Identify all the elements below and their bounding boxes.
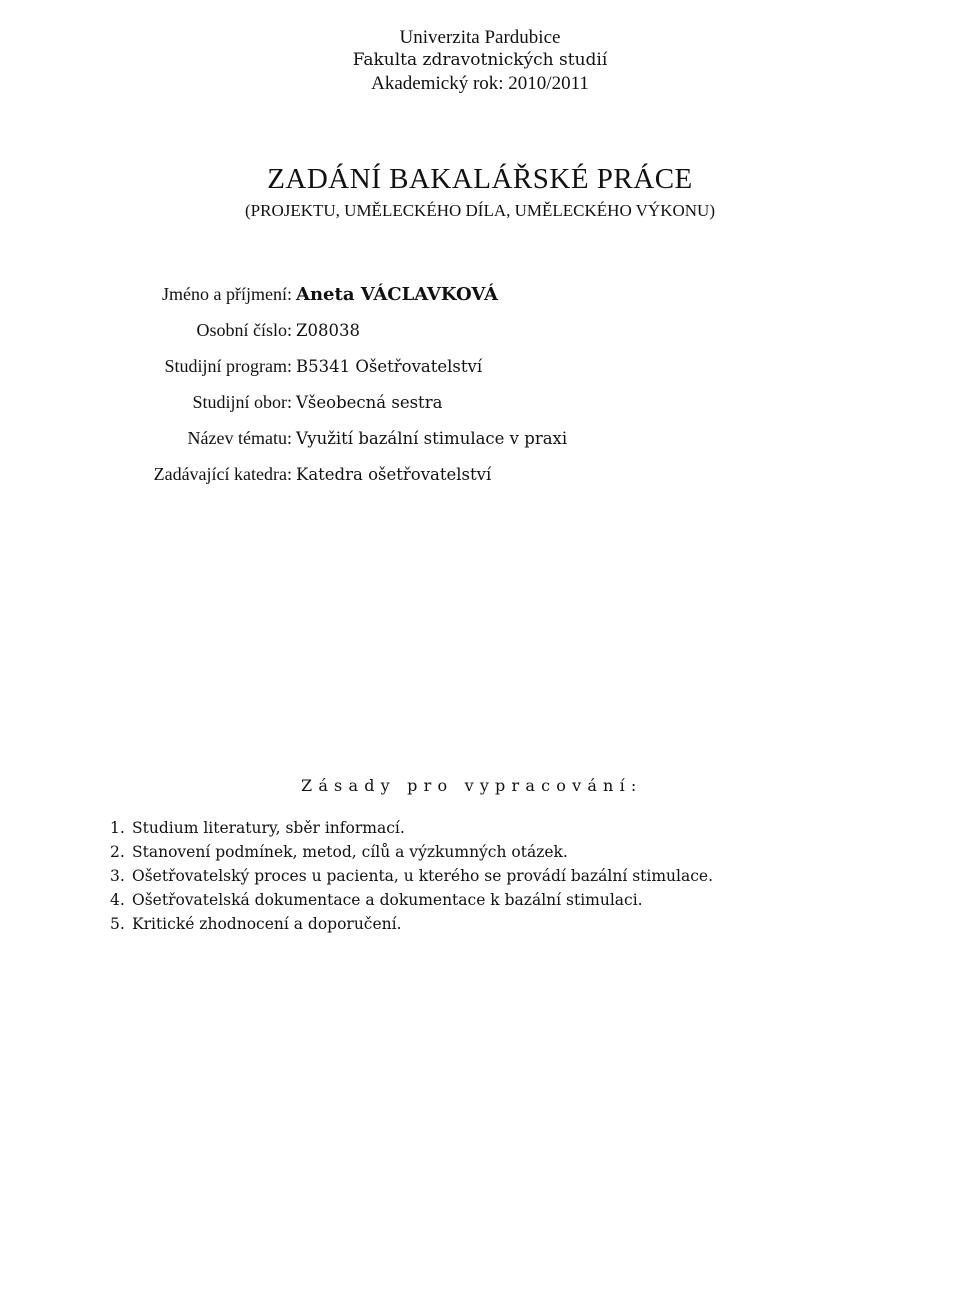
info-row-study-program (110, 348, 567, 384)
academic-year-label: Akademický rok: (371, 73, 504, 94)
info-label: Osobní číslo: (196, 319, 292, 340)
assigning-department: Katedra ošetřovatelství (296, 464, 492, 484)
document-title: ZADÁNÍ BAKALÁŘSKÉ PRÁCE (267, 163, 693, 195)
list-item (110, 888, 713, 912)
info-label: Studijní program: (164, 355, 292, 376)
list-item-text: Ošetřovatelský proces u pacienta, u kterého se provádí bazální stimulace. (132, 867, 714, 885)
thesis-topic: Využití bazální stimulace v praxi (296, 428, 568, 448)
list-item-text: Ošetřovatelská dokumentace a dokumentace k bazální stimulaci. (132, 891, 643, 909)
list-item-number: 3. (110, 867, 125, 885)
document-subtitle: (PROJEKTU, UMĚLECKÉHO DÍLA, UMĚLECKÉHO VÝKONU) (245, 201, 715, 220)
list-item-text: Studium literatury, sběr informací. (132, 819, 405, 837)
university-name: Univerzita Pardubice (399, 27, 561, 48)
list-item-number: 5. (110, 915, 125, 933)
rules-heading: Zásady pro vypracování: (301, 776, 643, 795)
info-label: Studijní obor: (192, 391, 292, 412)
info-label: Název tématu: (187, 427, 292, 448)
info-row-name (110, 276, 567, 312)
info-row-department (110, 456, 567, 492)
list-item-number: 2. (110, 843, 125, 861)
study-field: Všeobecná sestra (296, 392, 443, 412)
faculty-name: Fakulta zdravotnických studií (352, 50, 608, 70)
info-row-study-field (110, 384, 567, 420)
personal-number: Z08038 (296, 320, 360, 340)
list-item-number: 1. (110, 819, 125, 837)
info-row-topic (110, 420, 567, 456)
list-item (110, 840, 713, 864)
student-info-table (110, 276, 567, 492)
list-item-text: Kritické zhodnocení a doporučení. (132, 915, 402, 933)
list-item (110, 912, 713, 936)
list-item-text: Stanovení podmínek, metod, cílů a výzkumných otázek. (132, 843, 568, 861)
info-label: Jméno a příjmení: (162, 283, 292, 304)
info-row-personal-number (110, 312, 567, 348)
title-block (0, 162, 960, 222)
list-item (110, 864, 713, 888)
academic-year-value: 2010/2011 (508, 73, 589, 94)
info-label: Zadávající katedra: (153, 463, 292, 484)
study-program: B5341 Ošetřovatelství (296, 356, 483, 376)
list-item (110, 816, 713, 840)
academic-year-line (0, 72, 960, 95)
rules-list (110, 816, 713, 936)
document-header (0, 26, 960, 95)
student-name: Aneta VÁCLAVKOVÁ (296, 283, 498, 305)
list-item-number: 4. (110, 891, 125, 909)
